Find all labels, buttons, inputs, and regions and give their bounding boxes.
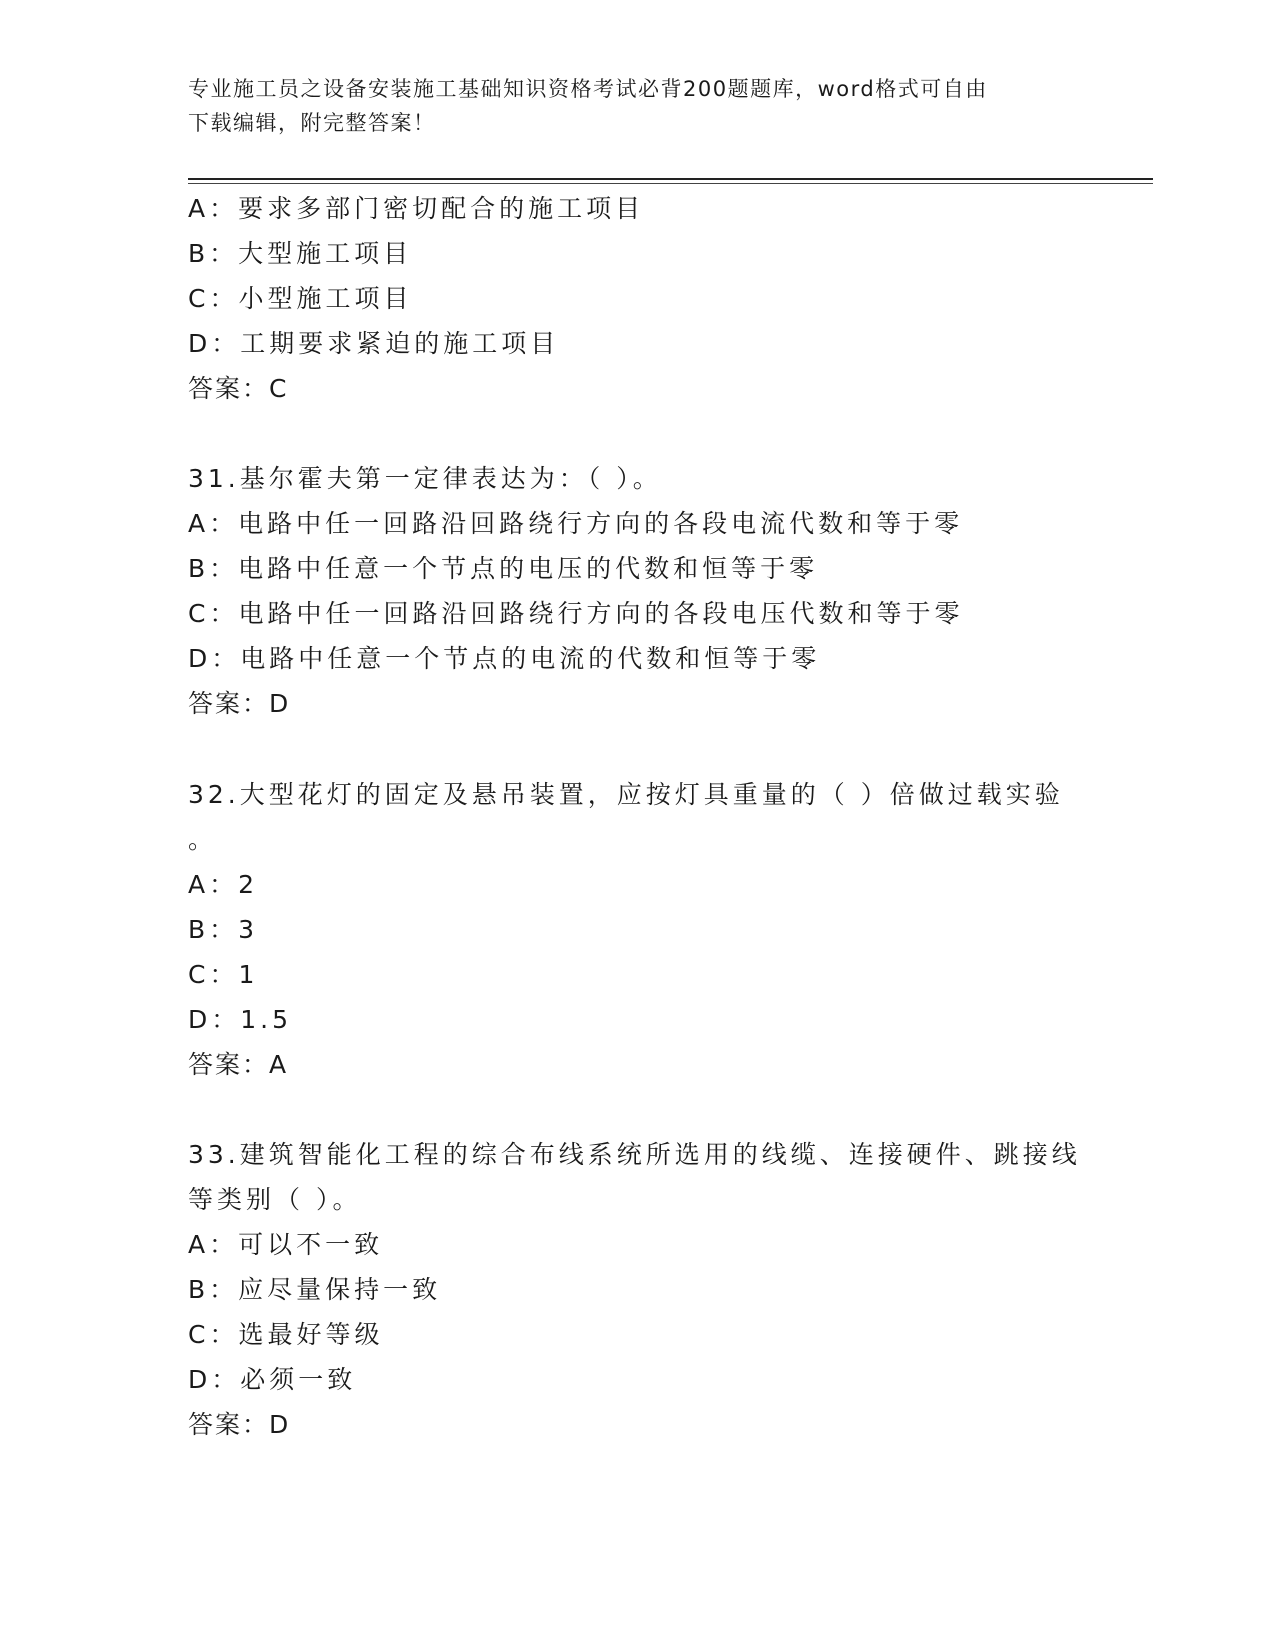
q30-option-a: A：要求多部门密切配合的施工项目 (188, 194, 645, 223)
header-line-2: 下载编辑，附完整答案！ (188, 111, 436, 135)
q33-option-d: D：必须一致 (188, 1365, 357, 1394)
q30-option-b: B：大型施工项目 (188, 239, 413, 268)
header-divider-thick (188, 178, 1153, 180)
q31-answer: 答案：D (188, 689, 291, 718)
q30-option-d: D：工期要求紧迫的施工项目 (188, 329, 560, 358)
q32-stem-line-1: 32.大型花灯的固定及悬吊装置，应按灯具重量的（ ）倍做过载实验 (188, 780, 1064, 809)
q31-option-a: A：电路中任一回路沿回路绕行方向的各段电流代数和等于零 (188, 509, 964, 538)
q32-stem-line-2: 。 (188, 825, 218, 854)
q31-option-b: B：电路中任意一个节点的电压的代数和恒等于零 (188, 554, 819, 583)
q32-option-d: D：1.5 (188, 1005, 293, 1034)
q33-answer: 答案：D (188, 1410, 291, 1439)
q33-stem-line-1: 33.建筑智能化工程的综合布线系统所选用的线缆、连接硬件、跳接线 (188, 1140, 1081, 1169)
q33-stem-line-2: 等类别（ ）。 (188, 1185, 362, 1214)
document-header (188, 72, 1068, 140)
q32-answer: 答案：A (188, 1050, 289, 1079)
q33-option-c: C：选最好等级 (188, 1320, 384, 1349)
q32-option-c: C：1 (188, 960, 259, 989)
header-divider-thin (188, 183, 1153, 184)
q32-option-a: A：2 (188, 870, 259, 899)
q33-option-b: B：应尽量保持一致 (188, 1275, 442, 1304)
q30-answer: 答案：C (188, 374, 289, 403)
q33-option-a: A：可以不一致 (188, 1230, 384, 1259)
header-line-1: 专业施工员之设备安装施工基础知识资格考试必背200题题库，word格式可自由 (188, 77, 988, 101)
q30-option-c: C：小型施工项目 (188, 284, 413, 313)
q31-stem: 31.基尔霍夫第一定律表达为：（ ）。 (188, 464, 662, 493)
q31-option-d: D：电路中任意一个节点的电流的代数和恒等于零 (188, 644, 821, 673)
q31-option-c: C：电路中任一回路沿回路绕行方向的各段电压代数和等于零 (188, 599, 964, 628)
q32-option-b: B：3 (188, 915, 259, 944)
